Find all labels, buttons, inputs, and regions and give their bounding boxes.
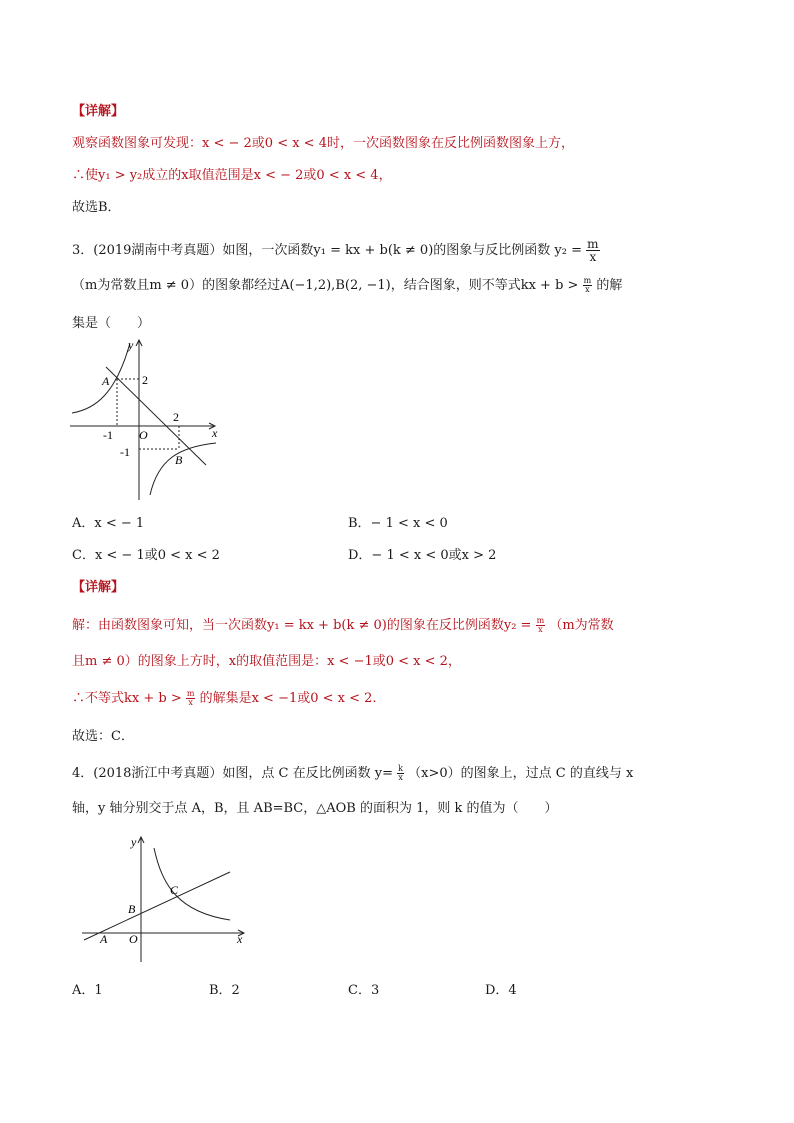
q4-stem-line-2: 轴，y 轴分别交于点 A，B，且 AB=BC，△AOB 的面积为 1，则 k 的值为（ ） (72, 801, 558, 816)
q3-fraction-inline-num: m (583, 276, 592, 285)
q4-fraction-den: x (398, 773, 403, 782)
q4-stem-line-1 (72, 764, 633, 784)
q3-label-neg1-x: -1 (103, 428, 113, 442)
q4-graph (78, 830, 253, 970)
q3-option-a: A．x < − 1 (72, 516, 145, 531)
solution2-line-3-a: ∴不等式kx + b > (72, 691, 182, 706)
q3-label-neg1-y: -1 (120, 445, 130, 459)
solution-line-3: 故选B． (72, 200, 121, 215)
q3-label-a: A (102, 374, 110, 388)
q4-label-y: y (131, 835, 137, 849)
q4-label-c: C (170, 883, 179, 897)
solution-line-1: 观察函数图象可发现：x < − 2或0 < x < 4时，一次函数图象在反比例函数图象上方， (72, 136, 574, 151)
q3-stem-line-3: 集是（ ） (72, 316, 151, 331)
solution2-line-1-b: （m为常数 (549, 618, 614, 633)
q3-stem-text-1: 3．(2019湖南中考真题）如图，一次函数y₁ = kx + b(k ≠ 0)的图象与反比例函数 y₂ = (72, 243, 582, 258)
q3-option-d: D．− 1 < x < 0或x > 2 (348, 548, 497, 563)
solution-heading-1: 【详解】 (72, 104, 125, 119)
solution2-line-4: 故选：C． (72, 729, 134, 744)
solution2-fraction-2 (186, 690, 196, 707)
q3-hyperbola-left (72, 343, 130, 413)
solution2-fraction-1-den: x (538, 625, 543, 634)
q4-option-d: D．4 (485, 983, 517, 998)
q3-hyperbola-right (150, 443, 216, 495)
q4-label-b: B (128, 902, 136, 916)
q3-graph (66, 335, 226, 505)
q3-label-o: O (139, 428, 148, 442)
q3-fraction-num: m (587, 237, 599, 251)
q4-option-a: A．1 (72, 983, 103, 998)
solution2-line-3-b: 的解集是x < −1或0 < x < 2. (199, 691, 377, 706)
q3-fraction-inline-den: x (585, 285, 590, 294)
q3-stem-line-1 (72, 238, 600, 263)
solution2-fraction-1-num: m (536, 616, 545, 625)
solution2-line-3 (72, 689, 377, 709)
solution2-line-1 (72, 616, 614, 636)
q3-label-two-x: 2 (173, 410, 179, 424)
q3-label-two-y: 2 (142, 373, 148, 387)
solution-heading-2: 【详解】 (72, 580, 125, 595)
q4-line (84, 872, 230, 940)
q4-label-o: O (129, 932, 138, 946)
q4-label-x: x (237, 932, 243, 946)
q4-fraction (397, 765, 404, 782)
q4-label-a: A (100, 932, 108, 946)
q4-hyperbola (154, 848, 230, 920)
solution2-line-1-a: 解：由函数图象可知，当一次函数y₁ = kx + b(k ≠ 0)的图象在反比例函数y₂ = (72, 618, 532, 633)
q3-option-b: B．− 1 < x < 0 (348, 516, 448, 531)
q3-label-x: x (212, 426, 218, 440)
q4-stem-b: （x>0）的图象上，过点 C 的直线与 x (408, 766, 634, 781)
solution2-fraction-2-den: x (188, 698, 193, 707)
q4-option-b: B．2 (209, 983, 240, 998)
q4-stem-a: 4．(2018浙江中考真题）如图，点 C 在反比例函数 y= (72, 766, 394, 781)
q3-stem-tail: 的解 (596, 278, 623, 293)
q3-label-b: B (175, 453, 183, 467)
q3-label-y: y (128, 338, 134, 352)
q3-fraction-den: x (589, 250, 597, 264)
q3-stem-text-2: （m为常数且m ≠ 0）的图象都经过A(−1,2),B(2, −1)，结合图象，则不等式kx + b > (72, 278, 579, 293)
solution2-line-2: 且m ≠ 0）的图象上方时，x的取值范围是：x < −1或0 < x < 2， (72, 654, 461, 669)
q3-stem-line-2 (72, 276, 622, 296)
q3-fraction-inline (583, 277, 593, 294)
solution-line-2: ∴使y₁ > y₂成立的x取值范围是x < − 2或0 < x < 4， (72, 168, 392, 183)
solution2-fraction-2-num: m (186, 689, 195, 698)
q4-option-c: C．3 (348, 983, 380, 998)
q3-option-c: C．x < − 1或0 < x < 2 (72, 548, 220, 563)
solution2-fraction-1 (536, 617, 546, 634)
q4-fraction-num: k (398, 764, 404, 773)
q3-fraction (586, 238, 599, 263)
